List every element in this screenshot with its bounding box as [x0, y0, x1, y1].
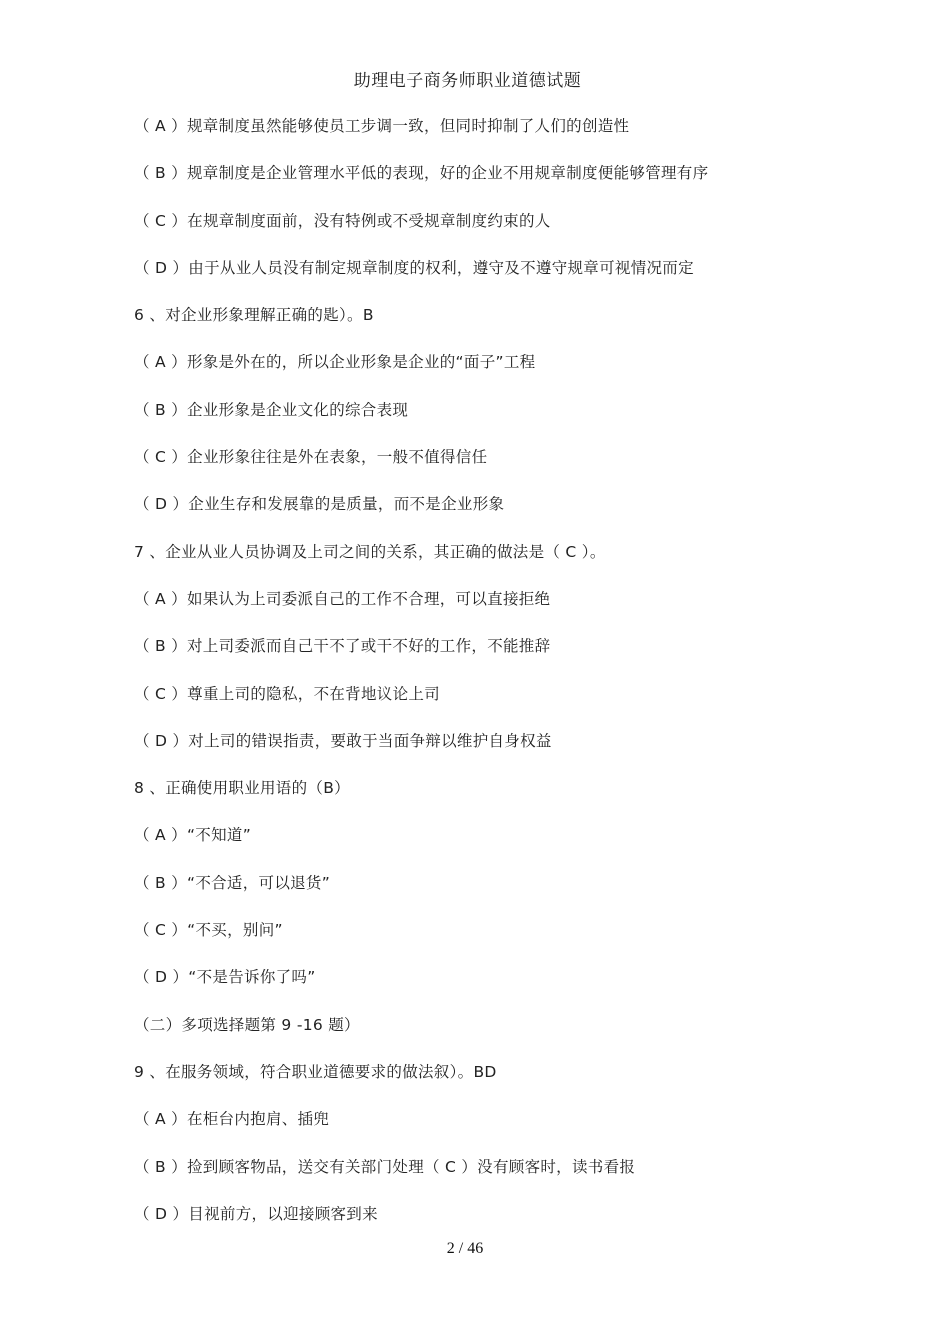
page-number: 2 / 46 — [446, 1240, 484, 1257]
text-line: （ A ）规章制度虽然能够使员工步调一致，但同时抑制了人们的创造性 — [134, 117, 630, 135]
text-line: 6 、对企业形象理解正确的匙）。B — [134, 306, 374, 325]
page-title: 助理电子商务师职业道德试题 — [353, 71, 582, 91]
text-line: （ D ）企业生存和发展靠的是质量，而不是企业形象 — [134, 495, 505, 514]
text-line: 8 、正确使用职业用语的（B） — [134, 779, 350, 798]
text-line: （ D ）由于从业人员没有制定规章制度的权利，遵守及不遵守规章可视情况而定 — [134, 258, 694, 277]
text-line: （ A ）如果认为上司委派自己的工作不合理，可以直接拒绝 — [134, 589, 551, 608]
text-line: 7 、企业从业人员协调及上司之间的关系，其正确的做法是（ C ）。 — [134, 542, 606, 561]
text-line: （ A ）形象是外在的，所以企业形象是企业的“面子”工程 — [134, 353, 536, 372]
text-line: （ B ）企业形象是企业文化的综合表现 — [134, 400, 409, 419]
text-line: （ B ）对上司委派而自己干不了或干不好的工作，不能推辞 — [134, 637, 551, 656]
text-line: （ B ）捡到顾客物品，送交有关部门处理（ C ）没有顾客时，读书看报 — [134, 1157, 636, 1176]
text-line: （ C ）尊重上司的隐私，不在背地议论上司 — [134, 684, 440, 703]
document-body — [134, 113, 924, 1248]
text-line: （ A ）在柜台内抱肩、插兜 — [134, 1110, 330, 1129]
text-line: （ C ）企业形象往往是外在表象，一般不值得信任 — [134, 448, 488, 467]
text-line: （ D ）“不是告诉你了吗” — [134, 968, 316, 987]
text-line: （ B ）“不合适，可以退货” — [134, 873, 331, 892]
text-line: （ D ）对上司的错误指责，要敢于当面争辩以维护自身权益 — [134, 731, 552, 750]
text-line: （ C ）“不买，别问” — [134, 921, 283, 940]
text-line: （ D ）目视前方，以迎接顾客到来 — [134, 1204, 378, 1223]
text-line: （ C ）在规章制度面前，没有特例或不受规章制度约束的人 — [134, 211, 551, 230]
text-line: （ B ）规章制度是企业管理水平低的表现，好的企业不用规章制度便能够管理有序 — [134, 164, 709, 183]
text-line: 9 、在服务领域，符合职业道德要求的做法叙）。BD — [134, 1062, 497, 1081]
text-line: （二）多项选择题第 9 -16 题） — [134, 1015, 360, 1034]
text-line: （ A ）“不知道” — [134, 826, 252, 845]
